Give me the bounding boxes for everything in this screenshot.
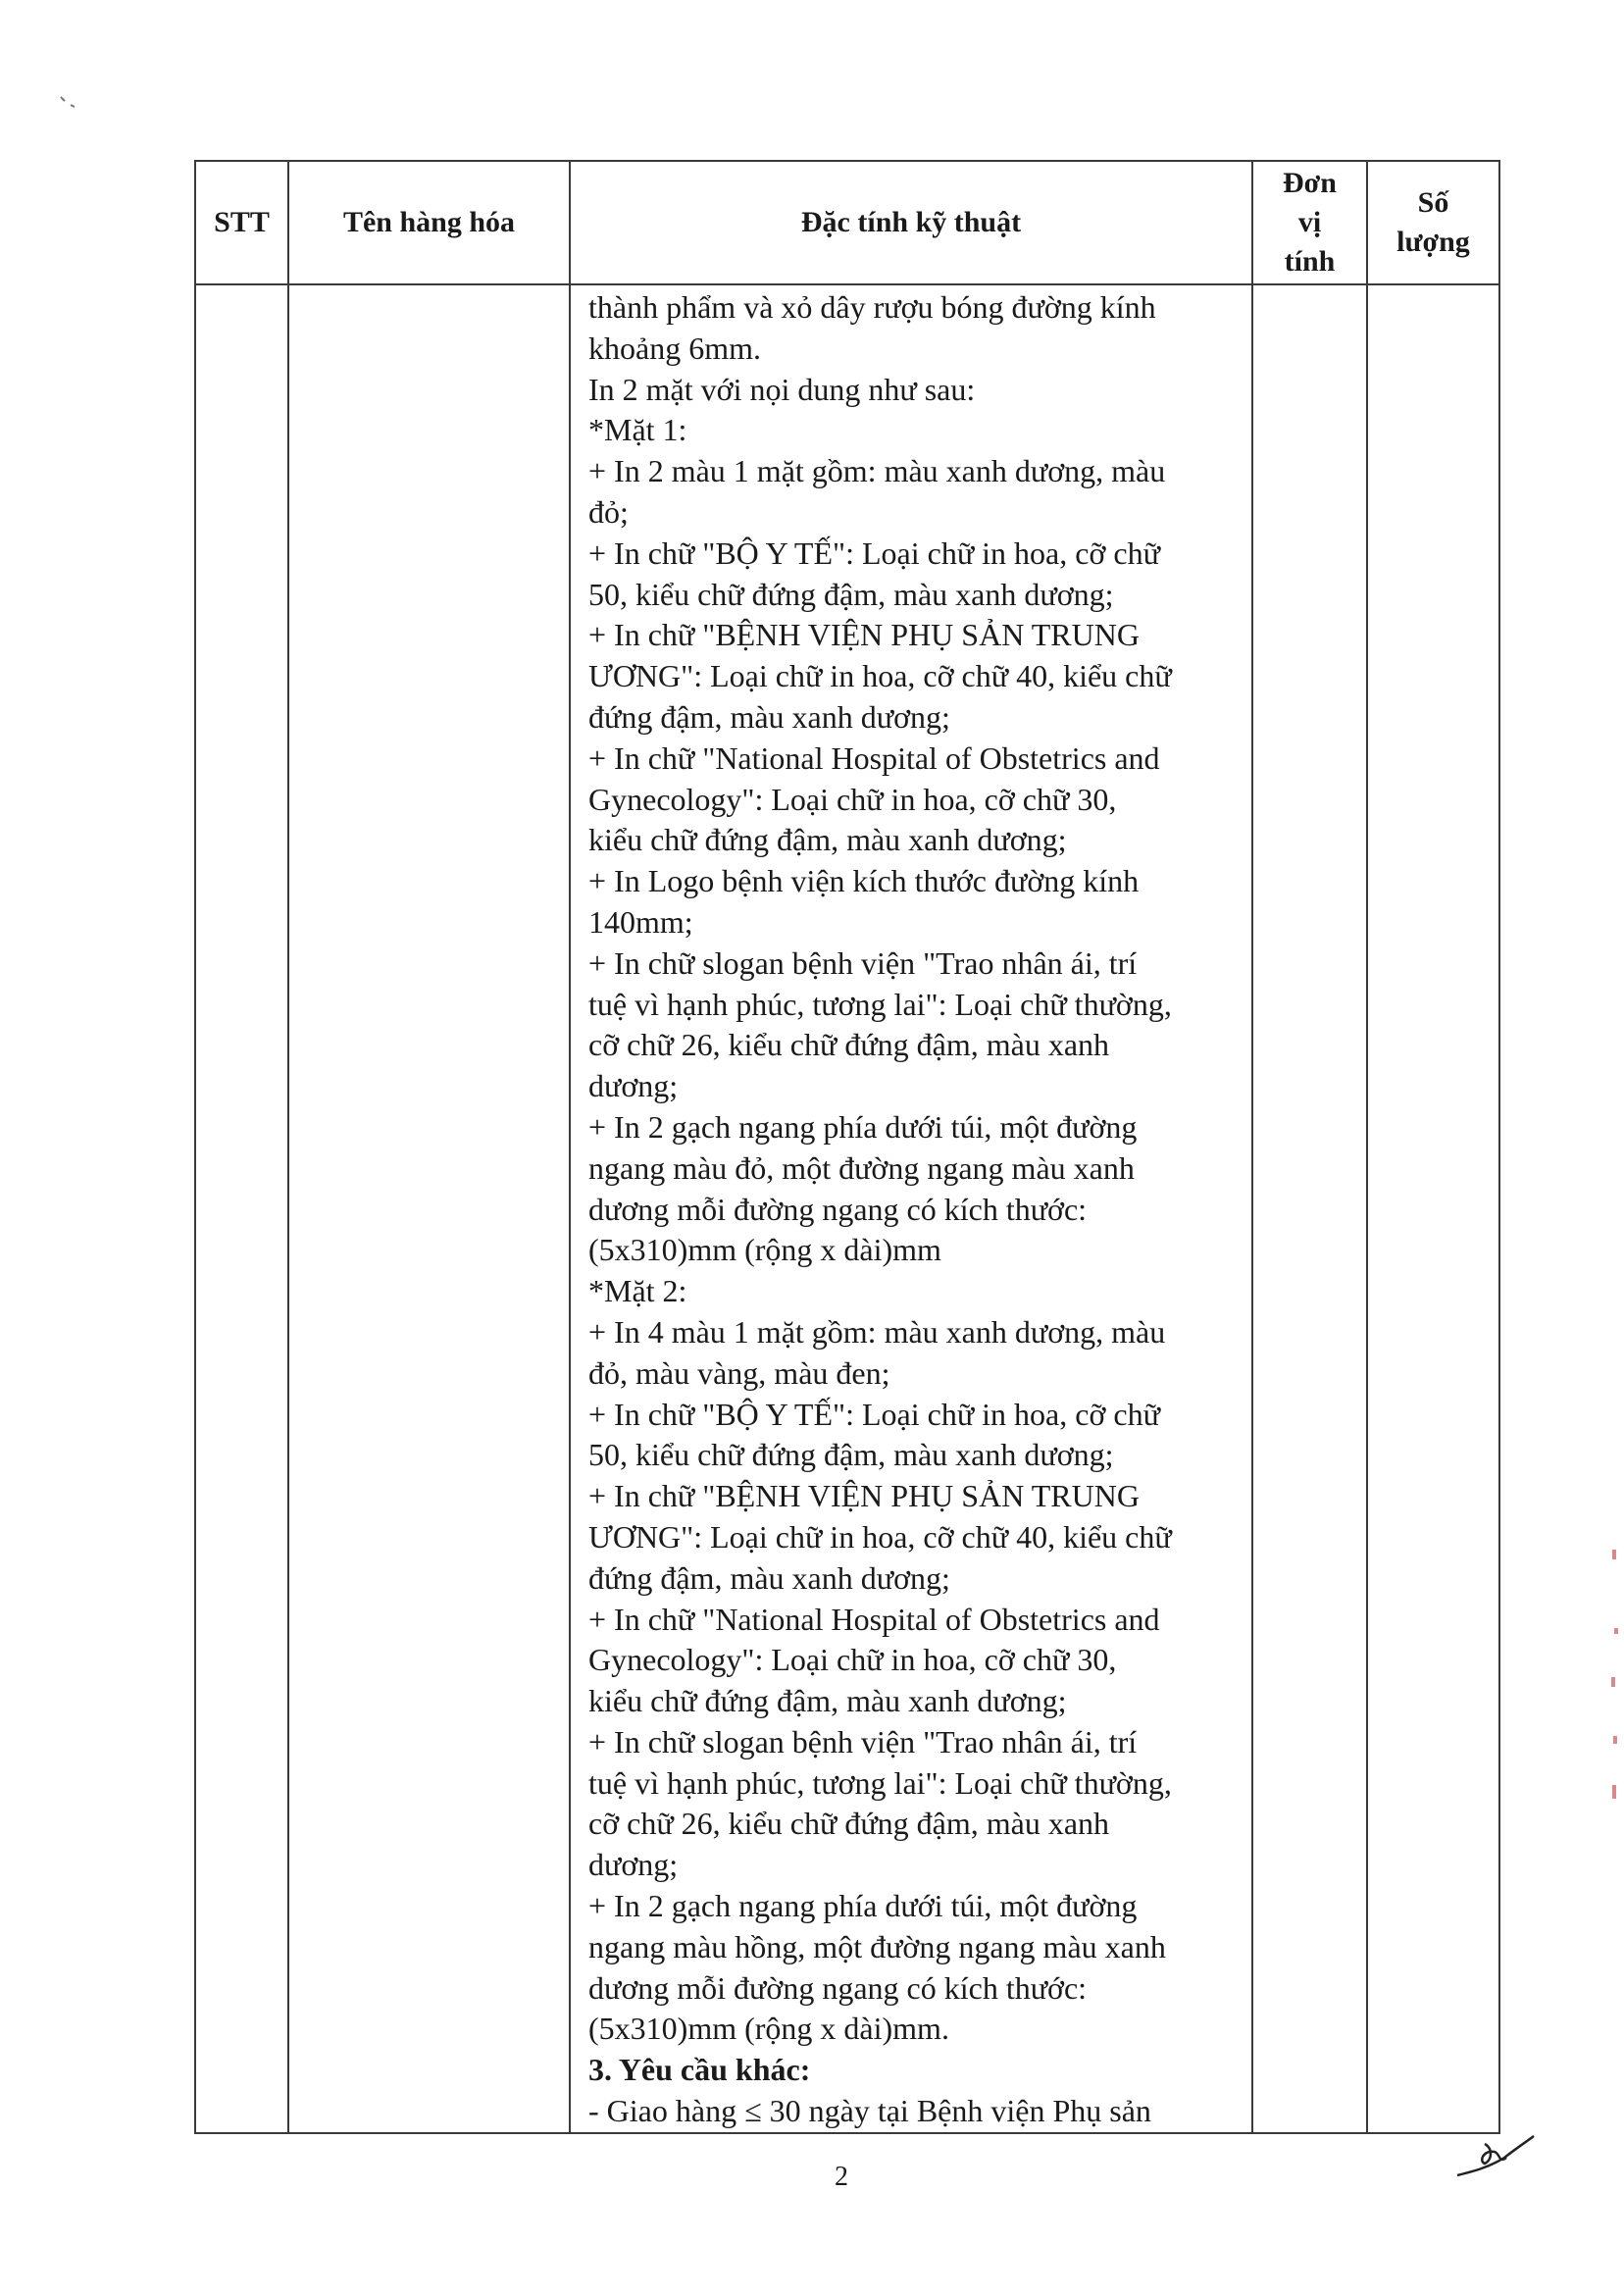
spec-line: kiểu chữ đứng đậm, màu xanh dương;	[588, 1683, 1067, 1719]
header-stt: STT	[195, 161, 288, 284]
header-qty-line: lượng	[1396, 226, 1470, 258]
spec-line: + In chữ "BỆNH VIỆN PHỤ SẢN TRUNG	[588, 617, 1140, 653]
spec-line: Gynecology": Loại chữ in hoa, cỡ chữ 30,	[588, 781, 1117, 817]
page-number: 2	[835, 2162, 848, 2192]
spec-line: In 2 mặt với nọi dung như sau:	[588, 371, 976, 407]
spec-line: + In chữ "National Hospital of Obstetrics and	[588, 1601, 1160, 1637]
handwritten-initial	[1449, 2128, 1538, 2187]
spec-line: + In chữ "National Hospital of Obstetrics and	[588, 739, 1160, 776]
header-unit-line: vị	[1297, 206, 1322, 238]
spec-line: (5x310)mm (rộng x dài)mm.	[588, 2011, 949, 2047]
spec-line: thành phẩm và xỏ dây rượu bóng đường kính	[588, 289, 1156, 325]
spec-line: + In Logo bệnh viện kích thước đường kính	[588, 863, 1140, 899]
spec-line: ngang màu đỏ, một đường ngang màu xanh	[588, 1149, 1135, 1186]
spec-line: tuệ vì hạnh phúc, tương lai": Loại chữ thường,	[588, 1764, 1172, 1801]
spec-line: đỏ, màu vàng, màu đen;	[588, 1354, 890, 1391]
cell-spec	[570, 284, 1252, 2133]
spec-line: + In chữ "BỘ Y TẾ": Loại chữ in hoa, cỡ chữ	[588, 1396, 1160, 1432]
spec-line: *Mặt 2:	[588, 1273, 687, 1309]
scan-speck	[59, 93, 98, 123]
spec-line: + In 2 gạch ngang phía dưới túi, một đường	[588, 1108, 1138, 1145]
spec-line: ƯƠNG": Loại chữ in hoa, cỡ chữ 40, kiểu chữ	[588, 658, 1172, 694]
spec-line: + In chữ "BỆNH VIỆN PHỤ SẢN TRUNG	[588, 1478, 1140, 1514]
spec-line: ngang màu hồng, một đường ngang màu xanh	[588, 1928, 1166, 1964]
spec-line: Gynecology": Loại chữ in hoa, cỡ chữ 30,	[588, 1642, 1117, 1678]
spec-line: 140mm;	[588, 903, 693, 940]
spec-line: (5x310)mm (rộng x dài)mm	[588, 1232, 941, 1268]
header-unit	[1252, 161, 1367, 284]
header-qty	[1367, 161, 1499, 284]
spec-line: 50, kiểu chữ đứng đậm, màu xanh dương;	[588, 1437, 1114, 1473]
spec-line: + In chữ slogan bệnh viện "Trao nhân ái, trí	[588, 1723, 1138, 1759]
header-spec: Đặc tính kỹ thuật	[570, 161, 1252, 284]
table-row	[195, 284, 1499, 2133]
cell-stt	[195, 284, 288, 2133]
spec-line: dương mỗi đường ngang có kích thước:	[588, 1969, 1088, 2006]
seal-edge-marks	[1608, 1540, 1624, 1834]
spec-line: ƯƠNG": Loại chữ in hoa, cỡ chữ 40, kiểu chữ	[588, 1518, 1172, 1555]
header-name: Tên hàng hóa	[288, 161, 570, 284]
spec-line: 50, kiểu chữ đứng đậm, màu xanh dương;	[588, 576, 1114, 612]
cell-unit	[1252, 284, 1367, 2133]
header-unit-line: tính	[1284, 245, 1336, 278]
spec-line: đứng đậm, màu xanh dương;	[588, 698, 950, 735]
spec-line: kiểu chữ đứng đậm, màu xanh dương;	[588, 822, 1067, 858]
spec-table	[194, 160, 1500, 2134]
header-qty-line: Số	[1417, 186, 1449, 219]
spec-line: dương;	[588, 1847, 679, 1883]
spec-line: khoảng 6mm.	[588, 330, 761, 366]
spec-line: cỡ chữ 26, kiểu chữ đứng đậm, màu xanh	[588, 1806, 1110, 1842]
spec-line: 3. Yêu cầu khác:	[588, 2052, 811, 2088]
spec-line: + In 2 màu 1 mặt gồm: màu xanh dương, màu	[588, 453, 1166, 489]
spec-line: dương;	[588, 1068, 679, 1104]
header-unit-line: Đơn	[1283, 167, 1337, 199]
spec-line: dương mỗi đường ngang có kích thước:	[588, 1191, 1088, 1227]
spec-line: đỏ;	[588, 493, 629, 530]
spec-line: + In chữ slogan bệnh viện "Trao nhân ái, trí	[588, 944, 1138, 981]
spec-line: tuệ vì hạnh phúc, tương lai": Loại chữ thường,	[588, 986, 1172, 1022]
spec-line: đứng đậm, màu xanh dương;	[588, 1559, 950, 1596]
cell-qty	[1367, 284, 1499, 2133]
spec-line: *Mặt 1:	[588, 412, 687, 448]
spec-line: + In 4 màu 1 mặt gồm: màu xanh dương, màu	[588, 1313, 1166, 1350]
cell-name	[288, 284, 570, 2133]
spec-line: cỡ chữ 26, kiểu chữ đứng đậm, màu xanh	[588, 1027, 1110, 1063]
spec-line: + In 2 gạch ngang phía dưới túi, một đường	[588, 1888, 1138, 1924]
spec-line: + In chữ "BỘ Y TẾ": Loại chữ in hoa, cỡ chữ	[588, 535, 1160, 571]
table-header-row	[195, 161, 1499, 284]
spec-line: - Giao hàng ≤ 30 ngày tại Bệnh viện Phụ sản	[588, 2093, 1151, 2129]
